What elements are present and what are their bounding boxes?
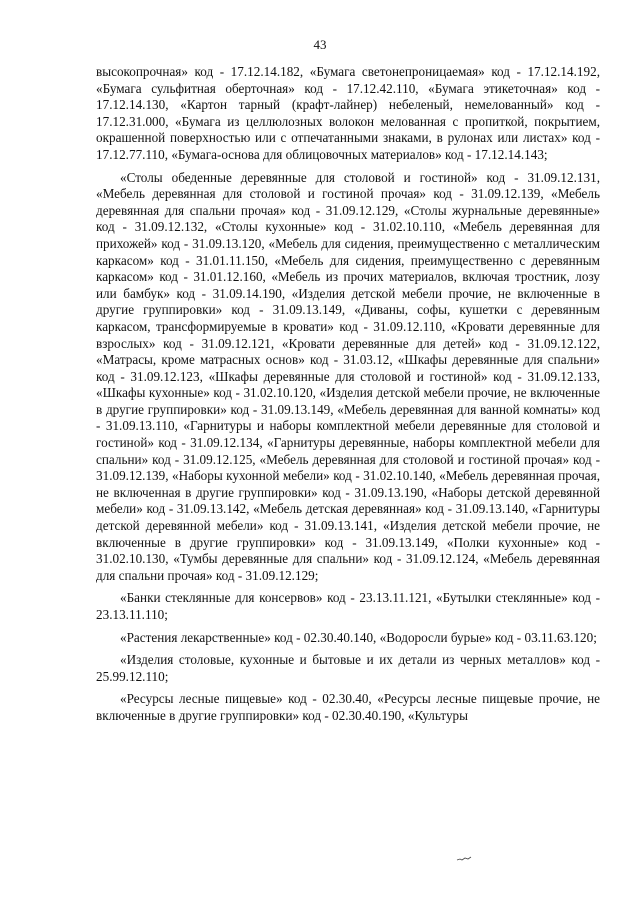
ink-mark-icon — [456, 856, 472, 862]
paragraph-forest-resources-codes: «Ресурсы лесные пищевые» код - 02.30.40, «Ресурсы лесные пищевые прочие, не включенные в другие группировки» код - 02.30.40.190, «Культуры — [96, 691, 600, 723]
paragraph-plants-codes: «Растения лекарственные» код - 02.30.40.140, «Водоросли бурые» код - 03.11.63.120; — [120, 629, 597, 645]
paragraph-furniture-codes: «Столы обеденные деревянные для столовой и гостиной» код - 31.09.12.131, «Мебель деревянная для столовой и гостиной прочая» код - 31.09.12.139, «Мебель деревянная для спальни прочая» код - 31.09.12.129, «Столы журнальные деревянные» код - 31.09.12.132, «Столы кухонные» код - 31.02.10.110, «Мебель деревянная для прихожей» код - 31.09.13.120, «Мебель для сидения, преимущественно с металлическим каркасом» код - 31.01.11.150, «Мебель для сидения, преимущественно с деревянным каркасом» код - 31.01.12.160, «Мебель из прочих материалов, включая тростник, лозу или бамбук» код - 31.09.14.190, «Изделия детской мебели прочие, не включенные в другие группировки» код - 31.09.13.149, «Диваны, софы, кушетки с деревянным каркасом, трансформируемые в кровати» код - 31.09.12.110, «Кровати деревянные для взрослых» код - 31.09.12.121, «Кровати деревянные для детей» код - 31.09.12.122, «Матрасы, кроме матрасных основ» код - 31.03.12, «Шкафы деревянные для спальни» код - 31.09.12.123, «Шкафы деревянные для столовой и гостиной» код - 31.09.12.133, «Шкафы кухонные» код - 31.02.10.120, «Изделия детской мебели прочие, не включенные в другие группировки» код - 31.09.13.149, «Мебель деревянная для ванной комнаты» код - 31.09.13.110, «Гарнитуры и наборы комплектной мебели деревянные для столовой и гостиной» код - 31.09.12.134, «Гарнитуры деревянные, наборы комплектной мебели для спальни» код - 31.09.12.125, «Мебель деревянная для столовой и гостиной прочая» код - 31.09.12.139, «Наборы кухонной мебели» код - 31.02.10.140, «Мебель деревянная прочая, не включенная в другие группировки» код - 31.09.13.190, «Наборы детской деревянной мебели» код - 31.09.13.142, «Мебель детская деревянная» код - 31.09.13.140, «Гарнитуры детской деревянной мебели» код - 31.09.13.141, «Изделия детской мебели прочие, не включенные в другие группировки» код - 31.09.13.149, «Полки кухонные» код - 31.02.10.130, «Тумбы деревянные для спальни» код - 31.09.12.124, «Мебель деревянная для спальни прочая» код - 31.09.12.129; — [96, 169, 600, 583]
page-number: 43 — [313, 37, 327, 52]
document-body — [96, 64, 600, 731]
paragraph-paper-codes: высокопрочная» код - 17.12.14.182, «Бумага светонепроницаемая» код - 17.12.14.192, «Бумага сульфитная оберточная» код - 17.12.42.110, «Бумага этикеточная» код - 17.12.14.130, «Картон тарный (крафт-лайнер) небеленый, немелованный» код - 17.12.31.000, «Бумага из целлюлозных волокон мелованная с пропиткой, покрытием, окрашенной поверхностью или с отпечатанными знаками, в рулонах или листах» код - 17.12.77.110, «Бумага-основа для облицовочных материалов» код - 17.12.14.143; — [96, 64, 600, 162]
paragraph-metal-tableware-codes: «Изделия столовые, кухонные и бытовые и их детали из черных металлов» код - 25.99.12.110; — [96, 652, 600, 684]
paragraph-glass-codes: «Банки стеклянные для консервов» код - 23.13.11.121, «Бутылки стеклянные» код - 23.13.11.110; — [96, 590, 600, 622]
